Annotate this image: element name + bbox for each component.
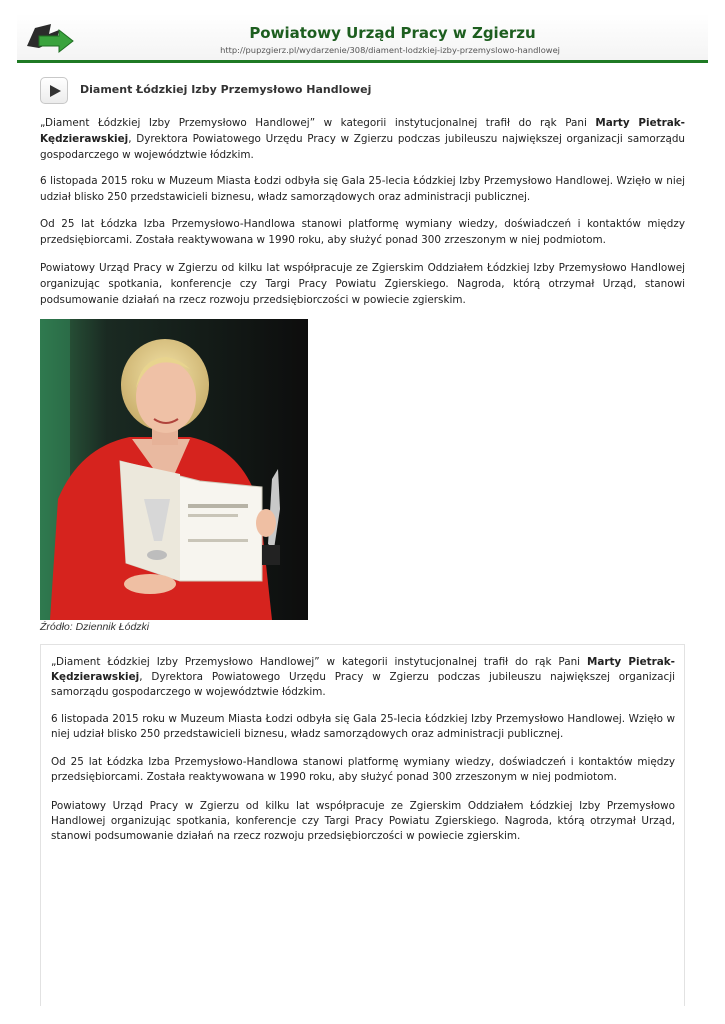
director-name: Marty Pietrak-Kędzierawskiej [40, 117, 685, 145]
article-title: Diament Łódzkiej Izby Przemysłowo Handlowej [80, 83, 372, 96]
site-title: Powiatowy Urząd Pracy w Zgierzu [249, 24, 536, 42]
article-paragraph-3: Od 25 lat Łódzka Izba Przemysłowo-Handlowa stanowi platformę wymiany wiedzy, doświadczeń i kontaktów między przedsiębiorcami. Została reaktywowana w 1990 roku, aby służyć ponad 300 zrzeszonym w niej podmiotom. [40, 218, 685, 246]
article-photo [40, 319, 308, 620]
photo-caption: Źródło: Dziennik Łódzki [40, 621, 150, 633]
box-paragraph-1: „Diament Łódzkiej Izby Przemysłowo Handlowej” w kategorii instytucjonalnej trafił do rąk Pani Marty Pietrak-Kędzierawskiej, Dyrektora Powiatowego Urzędu Pracy w Zgierzu podczas jubileuszu największej organizacji samorządu gospodarczego w województwie łódzkim. [51, 656, 675, 698]
play-button[interactable] [40, 77, 68, 104]
box-paragraph-4: Powiatowy Urząd Pracy w Zgierzu od kilku lat współpracuje ze Zgierskim Oddziałem Łódzkiej Izby Przemysłowo Handlowej organizując spotkania, konferencje czy Targi Pracy Powiatu Zgierskiego. Nagroda, którą otrzymał Urząd, stanowi podsumowanie działań na rzecz rozwoju przedsiębiorczości w powiecie zgierskim. [51, 800, 675, 842]
article-paragraph-2: 6 listopada 2015 roku w Muzeum Miasta Łodzi odbyła się Gala 25-lecia Łódzkiej Izby Przemysłowo Handlowej. Wzięło w niej udział blisko 250 przedstawicieli biznesu, władz samorządowych oraz administracji publicznej. [40, 175, 685, 203]
box-paragraph-2: 6 listopada 2015 roku w Muzeum Miasta Łodzi odbyła się Gala 25-lecia Łódzkiej Izby Przemysłowo Handlowej. Wzięło w niej udział blisko 250 przedstawicieli biznesu, władz samorządowych oraz administracji publicznej. [51, 713, 675, 740]
play-icon [50, 85, 61, 97]
box-director-name: Marty Pietrak-Kędzierawskiej [51, 656, 675, 683]
box-paragraph-3: Od 25 lat Łódzka Izba Przemysłowo-Handlowa stanowi platformę wymiany wiedzy, doświadczeń i kontaktów między przedsiębiorcami. Została reaktywowana w 1990 roku, aby służyć ponad 300 zrzeszonym w niej podmiotom. [51, 756, 675, 783]
article-paragraph-1: „Diament Łódzkiej Izby Przemysłowo Handlowej” w kategorii instytucjonalnej trafił do rąk Pani Marty Pietrak-Kędzierawskiej, Dyrektora Powiatowego Urzędu Pracy w Zgierzu podczas jubileuszu największej organizacji samorządu gospodarczego w województwie łódzkim. [40, 117, 685, 161]
article-paragraph-4: Powiatowy Urząd Pracy w Zgierzu od kilku lat współpracuje ze Zgierskim Oddziałem Łódzkiej Izby Przemysłowo Handlowej organizując spotkania, konferencje czy Targi Pracy Powiatu Zgierskiego. Nagroda, którą otrzymał Urząd, stanowi podsumowanie działań na rzecz rozwoju przedsiębiorczości w powiecie zgierskim. [40, 262, 685, 306]
page-url[interactable]: http://pupzgierz.pl/wydarzenie/308/diament-lodzkiej-izby-przemyslowo-handlowej [220, 45, 560, 55]
photo-illustration [40, 319, 308, 620]
content-box [40, 644, 685, 1006]
page-header [17, 14, 708, 63]
